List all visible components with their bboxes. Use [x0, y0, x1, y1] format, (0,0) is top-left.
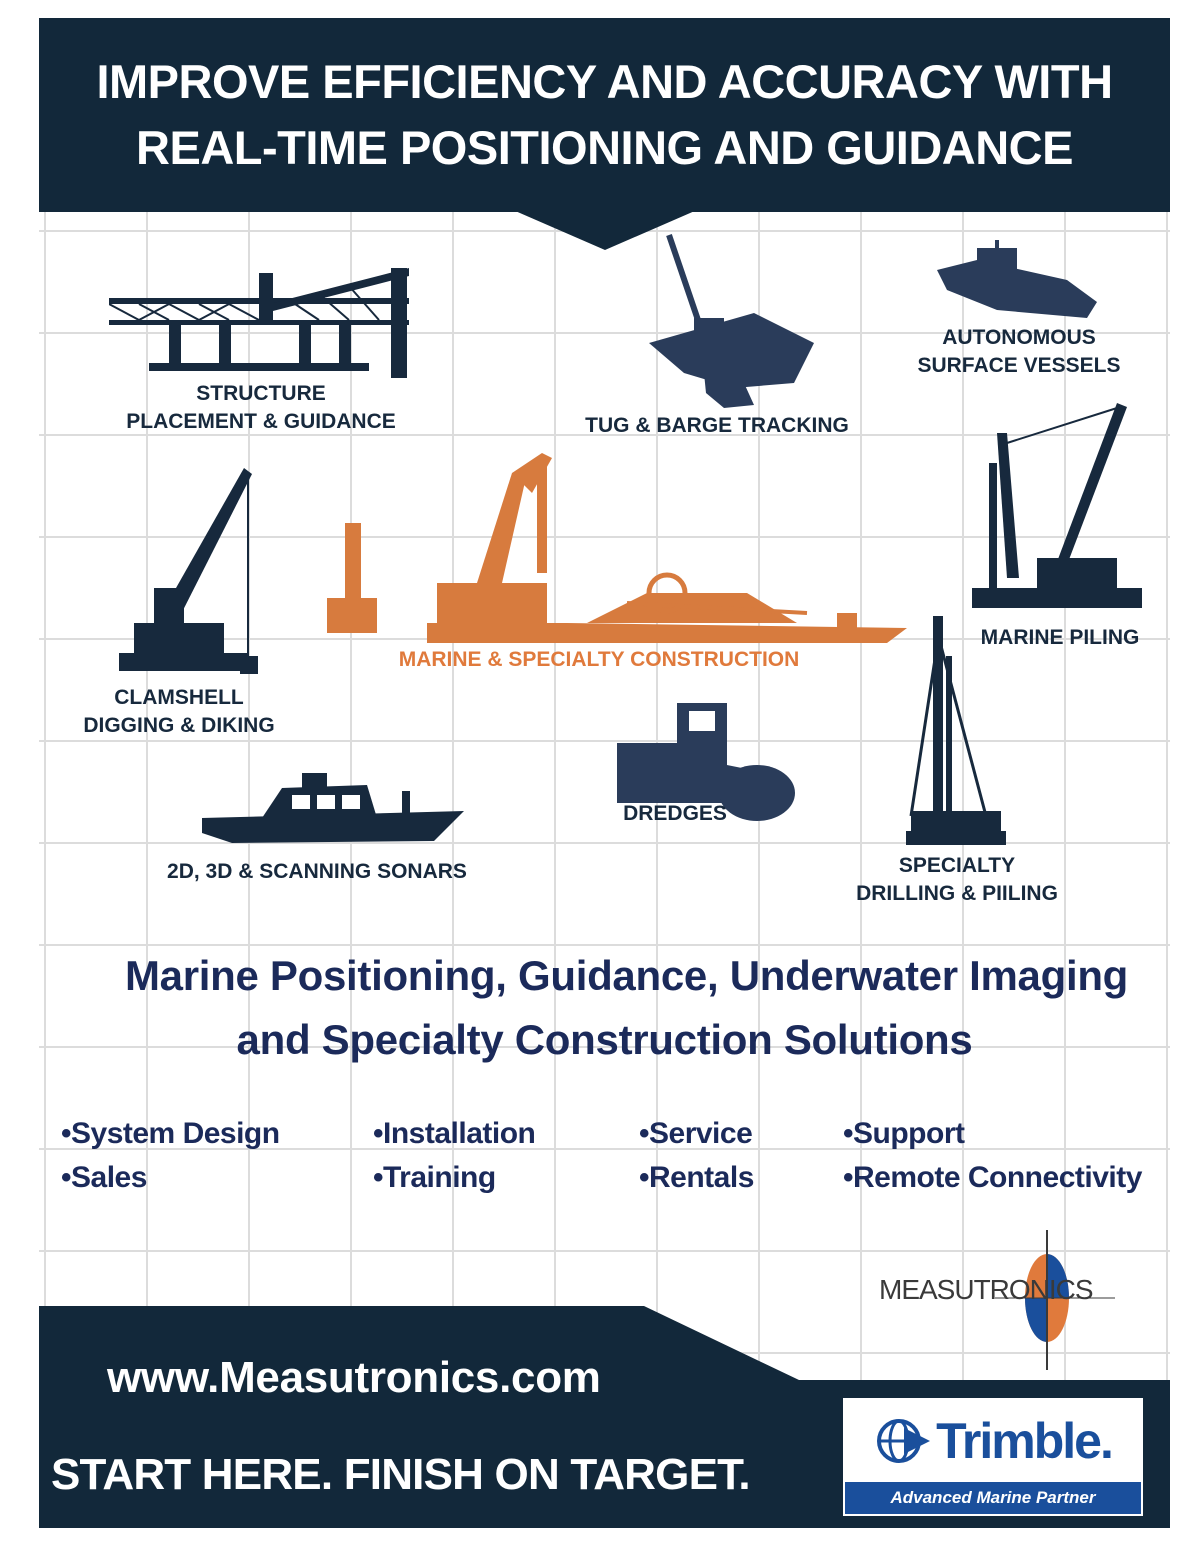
website-url[interactable]: www.Measutronics.com	[107, 1353, 601, 1402]
services-col-1: •System Design •Sales	[61, 1117, 280, 1194]
tagline: START HERE. FINISH ON TARGET.	[51, 1450, 750, 1499]
bridge-crane-icon	[109, 268, 409, 378]
label-dredges: DREDGES	[623, 802, 727, 825]
drilling-rig-icon	[901, 616, 1011, 850]
label-marine-construction: MARINE & SPECIALTY CONSTRUCTION	[398, 648, 800, 671]
clamshell-crane-icon	[114, 468, 274, 678]
header-line-2: REAL-TIME POSITIONING AND GUIDANCE	[136, 121, 1073, 174]
label-marine-piling: MARINE PILING	[980, 626, 1140, 649]
header-line-1: IMPROVE EFFICIENCY AND ACCURACY WITH	[96, 55, 1113, 108]
marine-piling-crane-icon	[967, 403, 1147, 615]
label-tug-barge: TUG & BARGE TRACKING	[585, 414, 849, 437]
label-structure: STRUCTURE PLACEMENT & GUIDANCE	[126, 382, 396, 433]
services-col-4: •Support •Remote Connectivity	[843, 1117, 1142, 1194]
sonar-boat-icon	[202, 773, 464, 853]
label-clamshell: CLAMSHELL DIGGING & DIKING	[83, 686, 275, 737]
trimble-logo	[845, 1400, 1141, 1482]
label-autonomous: AUTONOMOUS SURFACE VESSELS	[917, 326, 1121, 377]
label-sonars: 2D, 3D & SCANNING SONARS	[167, 860, 467, 883]
trimble-globe-icon	[874, 1416, 930, 1466]
excavator-barge-icon	[327, 453, 907, 653]
header-banner	[39, 18, 1170, 212]
autonomous-vessel-icon	[937, 240, 1101, 322]
tug-barge-icon	[644, 233, 819, 408]
headline-line-2: and Specialty Construction Solutions	[236, 1016, 973, 1063]
flyer-page	[39, 18, 1170, 1528]
services-col-3: •Service •Rentals	[639, 1117, 754, 1194]
trimble-badge	[843, 1398, 1143, 1516]
trimble-partner-band: Advanced Marine Partner	[845, 1482, 1141, 1514]
measutronics-wordmark: MEASUTRONICS	[879, 1274, 1093, 1305]
trimble-wordmark: Trimble.	[936, 1413, 1112, 1469]
label-specialty-drilling: SPECIALTY DRILLING & PIILING	[856, 854, 1058, 905]
services-col-2: •Installation •Training	[373, 1117, 536, 1194]
headline-line-1: Marine Positioning, Guidance, Underwater Imaging	[124, 952, 1129, 999]
